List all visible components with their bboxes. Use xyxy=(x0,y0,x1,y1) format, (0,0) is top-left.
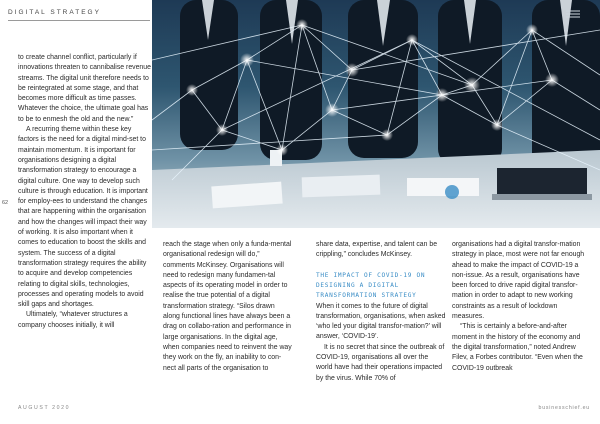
section-header: DIGITAL STRATEGY xyxy=(8,9,101,16)
hero-image-business-network xyxy=(152,0,600,228)
paragraph: When it comes to the future of digital transformation, organisations, when asked ‘who led your digital transfor-mation?’ will answer, ‘COVID-19’. xyxy=(316,302,446,341)
paragraph: reach the stage when only a funda-mental organisational redesign will do,” comments McKinsey. Organisations will need to redesign many fundamen-tal aspects of its operating model in order to realise the true potential of a digital transformation strategy. “Silos drawn along functional lines have always been a drag on collabo-ration and performance in large organisations. In the digital age, when companies need to reinvent the way they work on the fly, an inability to con-nect all parts of the organisation to xyxy=(163,241,292,372)
paragraph: Ultimately, “whatever structures a company chooses initially, it will xyxy=(18,311,128,329)
footer-website[interactable]: businesschief.eu xyxy=(538,405,590,411)
paragraph: share data, expertise, and talent can be crippling,” concludes McKinsey. xyxy=(316,241,438,259)
paragraph: “This is certainly a before-and-after moment in the history of the economy and the digital transformation,” noted Andrew Filev, a Forbes contributor. “Even when the COVID-19 outbreak xyxy=(452,323,583,372)
section-subheading: THE IMPACT OF COVID-19 ON DESIGNING A DIGITAL TRANSFORMATION STRATEGY xyxy=(316,271,426,299)
paragraph: It is no secret that since the outbreak of COVID-19, organisations all over the world have had their operations impacted by the virus. While 70% of xyxy=(316,343,445,382)
text-column-4 xyxy=(452,240,585,374)
text-column-3 xyxy=(316,240,446,384)
footer-issue-date: AUGUST 2020 xyxy=(18,405,71,411)
text-column-2 xyxy=(163,240,293,374)
page-number: 62 xyxy=(2,200,9,206)
paragraph: to create channel conflict, particularly if innovations threaten to cannibalise revenue streams. The digital unit therefore needs to be reintegrated at some stage, and that becomes more difficult as time passes. Whatever the choice, the ultimate goal has to be to enmesh the old and the new.” xyxy=(18,54,151,123)
text-column-1 xyxy=(18,53,152,331)
header-divider xyxy=(8,20,150,21)
paragraph: organisations had a digital transfor-mation strategy in place, most were not far enough ahead to make the impact of COVID-19 a non-issue. As a result, organisations have been forced to drive rapid digital transfor-mation in order to adapt to new working constraints as a result of lockdown measures. xyxy=(452,241,585,321)
hero-illustration xyxy=(152,0,600,228)
paragraph: A recurring theme within these key factors is the need for a digital mind-set to maintain momentum. It is important for organisations designing a digital transformation strategy to encourage a digital culture. One way to develop such culture is through education. It is important for employ-ees to understand the changes that are happening within the organisation and how the changes will impact their way of working. It is also important when it comes to education to boost the skills and system. The success of a digital transformation strategy requires the ability to acquire and develop competencies relating to digital skills, technologies, processes and operating models to avoid skill gaps and shortages. xyxy=(18,126,148,309)
